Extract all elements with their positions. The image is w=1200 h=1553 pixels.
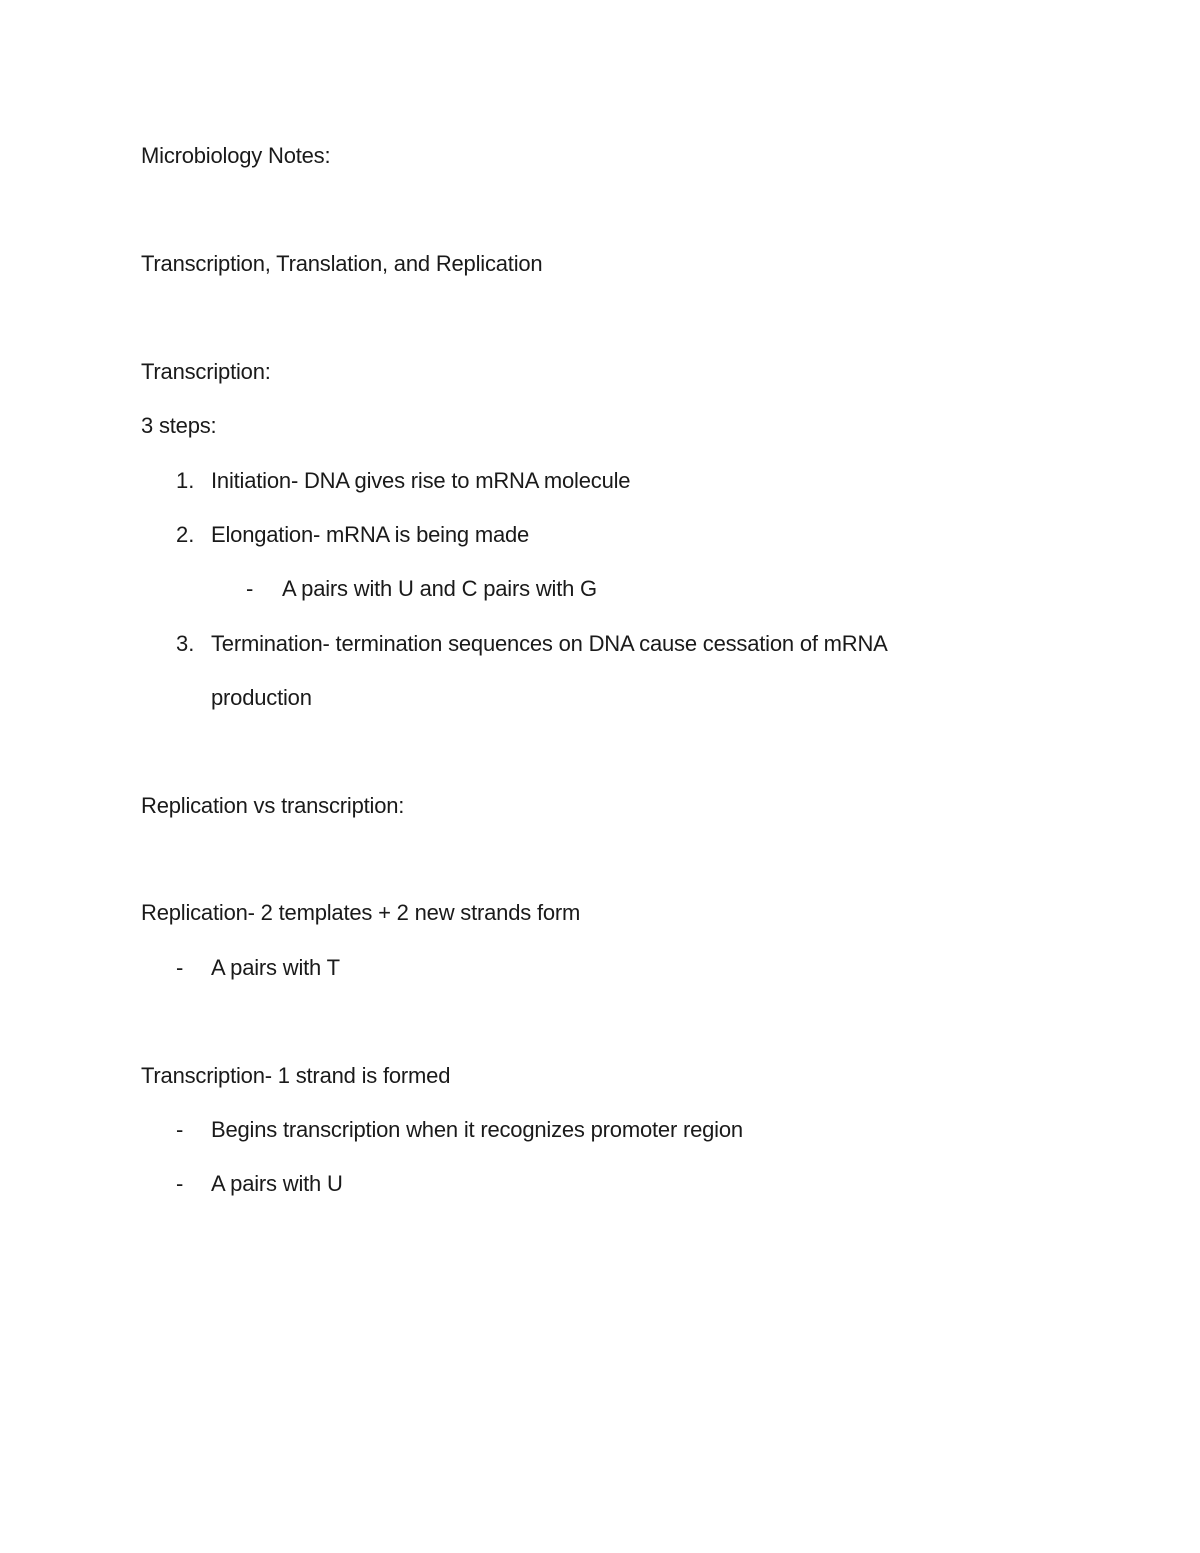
replication-heading: Replication- 2 templates + 2 new strands form	[141, 900, 581, 925]
steps-label: 3 steps:	[141, 413, 217, 438]
bullet-dash: -	[246, 576, 254, 601]
list-item-continuation: production	[211, 685, 312, 710]
document-title: Microbiology Notes:	[141, 143, 331, 168]
transcription-summary-heading: Transcription- 1 strand is formed	[141, 1063, 451, 1088]
bullet-dash: -	[176, 1117, 184, 1142]
list-item: Begins transcription when it recognizes promoter region	[211, 1117, 743, 1142]
bullet-dash: -	[176, 955, 184, 980]
list-item: A pairs with T	[211, 955, 340, 980]
comparison-heading: Replication vs transcription:	[141, 793, 405, 818]
list-number: 1.	[176, 468, 195, 493]
transcription-heading: Transcription:	[141, 359, 271, 384]
bullet-dash: -	[176, 1171, 184, 1196]
list-item: A pairs with U	[211, 1171, 343, 1196]
list-number: 2.	[176, 522, 195, 547]
list-item: Termination- termination sequences on DNA cause cessation of mRNA	[211, 631, 888, 656]
list-item: A pairs with U and C pairs with G	[282, 576, 597, 601]
list-number: 3.	[176, 631, 195, 656]
list-item: Elongation- mRNA is being made	[211, 522, 530, 547]
document-subtitle: Transcription, Translation, and Replication	[141, 251, 543, 276]
list-item: Initiation- DNA gives rise to mRNA molecule	[211, 468, 631, 493]
